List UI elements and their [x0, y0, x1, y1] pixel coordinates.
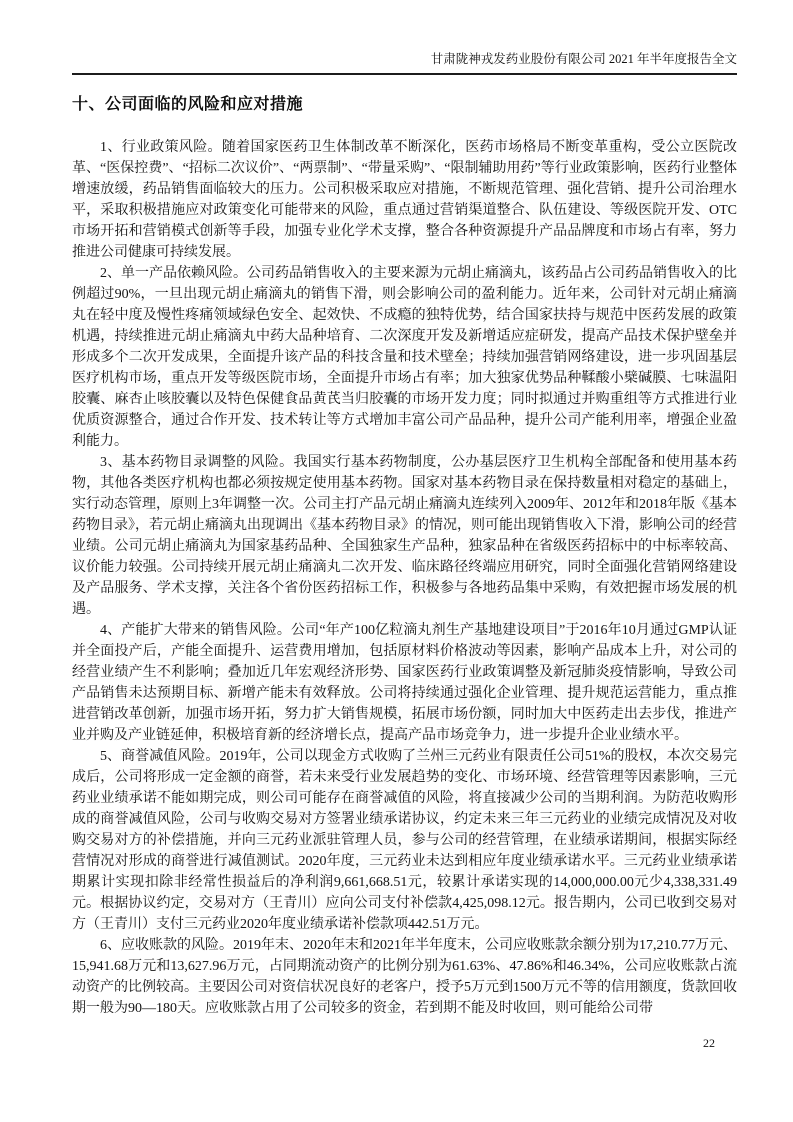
page-number: 22 — [703, 1036, 715, 1050]
section-title: 十、公司面临的风险和应对措施 — [72, 96, 304, 113]
page-header — [72, 52, 737, 75]
risk-paragraph-accounts-receivable: 6、应收账款的风险。2019年末、2020年末和2021年半年度末，公司应收账款余额分别为17,210.77万元、15,941.68万元和13,627.96万元，占同期流动资产的比例分别为61.63%、47.86%和46.34%，公司应收账款占流动资产的比例较高。主要因公司对资信状况良好的老客户，授予5万元到1500万元不等的信用额度，货款回收期一般为90—180天。应收账款占用了公司较多的资金，若到期不能及时收回，则可能给公司带 — [72, 938, 737, 1016]
report-header-title: 甘肃陇神戎发药业股份有限公司 2021 年半年度报告全文 — [430, 52, 737, 66]
risk-paragraph-single-product: 2、单一产品依赖风险。公司药品销售收入的主要来源为元胡止痛滴丸，该药品占公司药品销售收入的比例超过90%，一旦出现元胡止痛滴丸的销售下滑，则会影响公司的盈利能力。近年来，公司针对元胡止痛滴丸在轻中度及慢性疼痛领域绿色安全、起效快、不成瘾的独特优势，结合国家扶持与规范中医药发展的政策机遇，持续推进元胡止痛滴丸中药大品种培育、二次深度开发及新增适应症研发，提高产品技术保护壁垒并形成多个二次开发成果，全面提升该产品的科技含量和技术壁垒；持续加强营销网络建设，进一步巩固基层医疗机构市场，重点开发等级医院市场，全面提升市场占有率；加大独家优势品种鞣酸小檗碱膜、七味温阳胶囊、麻杏止咳胶囊以及特色保健食品黄芪当归胶囊的市场开发力度；同时拟通过并购重组等方式推进行业优质资源整合，通过合作开发、技术转让等方式增加丰富公司产品品种，提升公司产能利用率，增强企业盈利能力。 — [72, 266, 737, 449]
risk-paragraph-industry-policy: 1、行业政策风险。随着国家医药卫生体制改革不断深化，医药市场格局不断变革重构，受公立医院改革、“医保控费”、“招标二次议价”、“两票制”、“带量采购”、“限制辅助用药”等行业政策影响，医药行业整体增速放缓，药品销售面临较大的压力。公司积极采取应对措施，不断规范管理、强化营销、提升公司治理水平，采取积极措施应对政策变化可能带来的风险，重点通过营销渠道整合、队伍建设、等级医院开发、OTC市场开拓和营销模式创新等手段，加强专业化学术支撑，整合各种资源提升产品品牌度和市场占有率，努力推进公司健康可持续发展。 — [72, 140, 737, 260]
risk-paragraph-essential-drug-list: 3、基本药物目录调整的风险。我国实行基本药物制度，公办基层医疗卫生机构全部配备和使用基本药物，其他各类医疗机构也都必须按规定使用基本药物。国家对基本药物目录在保持数量相对稳定的基础上，实行动态管理，原则上3年调整一次。公司主打产品元胡止痛滴丸连续列入2009年、2012年和2018年版《基本药物目录》，若元胡止痛滴丸出现调出《基本药物目录》的情况，则可能出现销售收入下滑，影响公司的经营业绩。公司元胡止痛滴丸为国家基药品种、全国独家生产品种，独家品种在省级医药招标中的中标率较高、议价能力较强。公司持续开展元胡止痛滴丸二次开发、临床路径终端应用研究，同时全面强化营销网络建设及产品服务、学术支撑，关注各个省份医药招标工作，积极参与各地药品集中采购，有效把握市场发展的机遇。 — [72, 455, 737, 617]
risk-paragraph-goodwill-impairment: 5、商誉减值风险。2019年，公司以现金方式收购了兰州三元药业有限责任公司51%的股权，本次交易完成后，公司将形成一定金额的商誉，若未来受行业发展趋势的变化、市场环境、经营管理等因素影响，三元药业业绩承诺不能如期完成，则公司可能存在商誉减值的风险，将直接减少公司的当期利润。为防范收购形成的商誉减值风险，公司与收购交易对方签署业绩承诺协议，约定未来三年三元药业的业绩完成情况及对收购交易对方的补偿措施，并向三元药业派驻管理人员，参与公司的经营管理，在业绩承诺期间，根据实际经营情况对形成的商誉进行减值测试。2020年度，三元药业未达到相应年度业绩承诺水平。三元药业业绩承诺期累计实现扣除非经常性损益后的净利润9,661,668.51元，较累计承诺实现的14,000,000.00元少4,338,331.49元。根据协议约定，交易对方（王青川）应向公司支付补偿款4,425,098.12元。报告期内，公司已收到交易对方（王青川）支付三元药业2020年度业绩承诺补偿款项442.51万元。 — [72, 749, 737, 932]
page-body — [72, 94, 737, 1019]
risk-paragraph-capacity-expansion: 4、产能扩大带来的销售风险。公司“年产100亿粒滴丸剂生产基地建设项目”于2016年10月通过GMP认证并全面投产后，产能全面提升、运营费用增加，包括原材料价格波动等因素，影响产品成本上升，对公司的经营业绩产生不利影响；叠加近几年宏观经济形势、国家医药行业政策调整及新冠肺炎疫情影响，导致公司产品销售未达预期目标、新增产能未有效释放。公司将持续通过强化企业管理、提升规范运营能力，重点推进营销改革创新，加强市场开拓，努力扩大销售规模，拓展市场份额，同时加大中医药走出去步伐，推进产业并购及产业链延伸，积极培育新的经济增长点，提高产品市场竞争力，进一步提升企业业绩水平。 — [72, 623, 737, 743]
